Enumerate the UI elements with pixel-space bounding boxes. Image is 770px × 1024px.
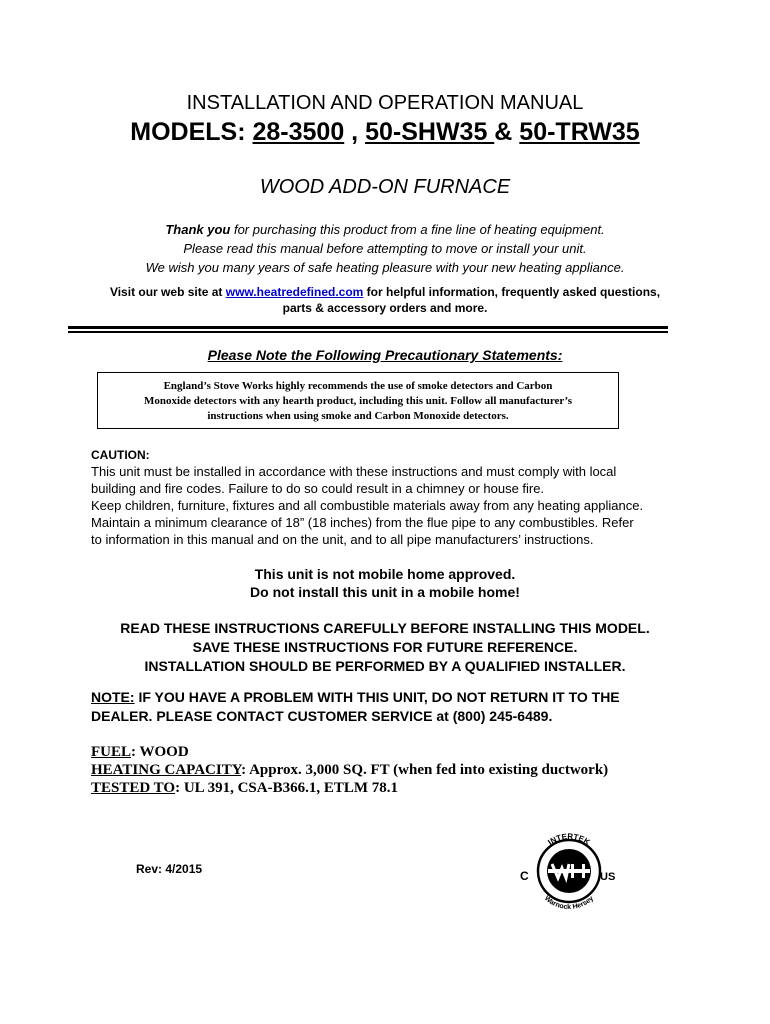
caution-line-2: building and fire codes. Failure to do so could result in a chimney or house fire. [91,481,545,496]
spec-tested-to [91,779,608,797]
notice-line-1: England’s Stove Works highly recommends the use of smoke detectors and Carbon [163,380,553,392]
spec-heating-capacity [91,761,608,779]
notice-line-2: Monoxide detectors with any hearth product, including this unit. Follow all manufacturer’s [143,395,573,407]
notice-line-3: instructions when using smoke and Carbon Monoxide detectors. [207,410,509,422]
website-link[interactable]: www.heatredefined.com [225,285,364,299]
cert-us-mark: US [600,871,616,883]
fuel-label: FUEL [91,744,132,760]
customer-service-note [91,688,691,726]
thanks-line-3: We wish you many years of safe heating pleasure with your new heating appliance. [145,260,625,275]
visit-line-2: parts & accessory orders and more. [282,301,488,315]
caution-line-5: to information in this manual and on the unit, and to all pipe manufacturers’ instructions. [91,532,594,547]
capacity-label: HEATING CAPACITY [91,762,242,778]
website-notice [40,284,730,316]
thanks-bold-lead: Thank you [165,222,231,237]
detector-notice-box [97,372,619,429]
precaution-heading: Please Note the Following Precautionary Statements: [207,347,563,363]
models-heading [0,118,770,147]
thank-you-message [0,220,770,277]
caution-line-4: Maintain a minimum clearance of 18” (18 inches) from the flue pipe to any combustibles. Refer [91,515,634,530]
revision-date: Rev: 4/2015 [136,862,203,876]
mobile-line-1: This unit is not mobile home approved. [254,566,516,582]
note-label: NOTE: [91,689,135,705]
tested-value: : UL 391, CSA-B366.1, ETLM 78.1 [175,780,399,796]
mobile-home-warning [0,565,770,601]
caution-line-3: Keep children, furniture, fixtures and all combustible materials away from any heating appliance. [91,498,644,513]
visit-pre: Visit our web site at [109,285,226,299]
caution-text [91,463,683,548]
note-line-1 [91,688,691,707]
spec-fuel [91,743,608,761]
model-50-trw35: 50-TRW35 [519,118,640,146]
thanks-line-1-rest: for purchasing this product from a fine line of heating equipment. [230,222,605,237]
cert-top-text: INTERTEK [546,831,592,847]
thanks-line-2: Please read this manual before attempting to move or install your unit. [183,241,587,256]
read-line-2: SAVE THESE INSTRUCTIONS FOR FUTURE REFERENCE. [192,639,578,655]
note-line-2: DEALER. PLEASE CONTACT CUSTOMER SERVICE at (800) 245-6489. [91,708,553,724]
tested-label: TESTED TO [91,780,176,796]
read-line-1: READ THESE INSTRUCTIONS CAREFULLY BEFORE INSTALLING THIS MODEL. [120,620,650,636]
cert-band [548,869,590,873]
read-line-3: INSTALLATION SHOULD BE PERFORMED BY A QUALIFIED INSTALLER. [144,658,626,674]
models-separator-2: & [494,118,520,146]
double-rule-divider [68,326,668,333]
models-prefix: MODELS: [130,118,253,146]
read-instructions-warning [0,619,770,676]
manual-title: INSTALLATION AND OPERATION MANUAL [186,92,584,114]
note-line-1-rest: IF YOU HAVE A PROBLEM WITH THIS UNIT, DO NOT RETURN IT TO THE [134,689,620,705]
models-separator-1: , [344,118,366,146]
mobile-line-2: Do not install this unit in a mobile home! [250,584,520,600]
fuel-value: : WOOD [131,744,189,760]
model-28-3500: 28-3500 [252,118,345,146]
cert-bottom-text: Warnock Hersey [542,895,596,912]
cert-c-mark: C [520,869,529,883]
thanks-line-1 [0,220,770,239]
intertek-certification-icon [518,820,620,922]
model-50-shw35: 50-SHW35 [365,118,495,146]
capacity-value: : Approx. 3,000 SQ. FT (when fed into existing ductwork) [241,762,609,778]
product-subtitle: WOOD ADD-ON FURNACE [259,176,511,198]
caution-heading: CAUTION: [91,448,150,462]
specifications [91,743,608,797]
caution-line-1: This unit must be installed in accordance with these instructions and must comply with local [91,464,617,479]
visit-post: for helpful information, frequently asked questions, [363,285,661,299]
